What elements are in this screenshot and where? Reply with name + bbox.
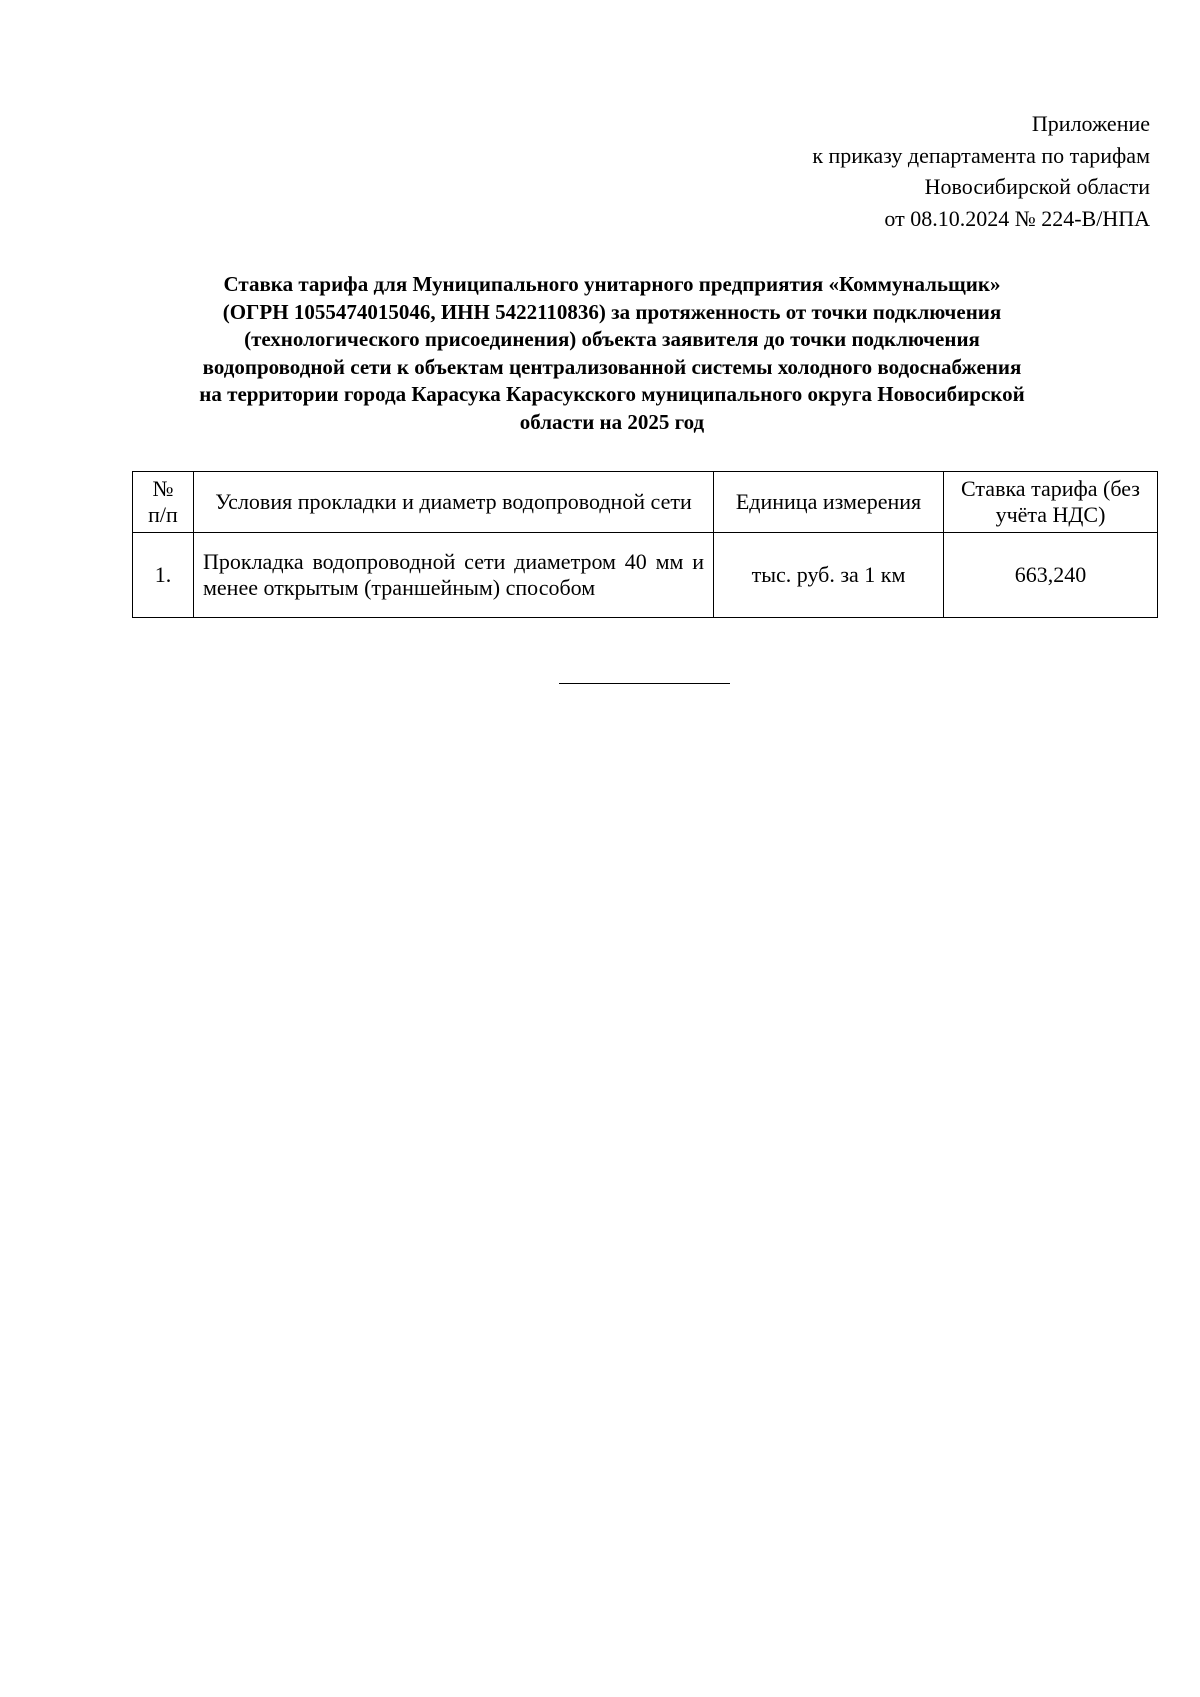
appendix-header bbox=[630, 108, 1150, 234]
title-line: на территории города Карасука Карасукского муниципального округа Новосибирской bbox=[199, 382, 1025, 406]
appendix-line: Приложение bbox=[1031, 111, 1150, 136]
appendix-line: от 08.10.2024 № 224-В/НПА bbox=[884, 205, 1150, 231]
title-line: (ОГРН 1055474015046, ИНН 5422110836) за протяженность от точки подключения bbox=[222, 299, 1002, 324]
title-line: (технологического присоединения) объекта заявителя до точки подключения bbox=[244, 327, 980, 351]
header-conditions: Условия прокладки и диаметр водопроводной сети bbox=[194, 472, 714, 533]
document-title bbox=[132, 271, 1092, 436]
table-header-row bbox=[133, 472, 1158, 533]
title-line: водопроводной сети к объектам централизованной системы холодного водоснабжения bbox=[202, 354, 1022, 379]
title-line: Ставка тарифа для Муниципального унитарного предприятия «Коммунальщик» bbox=[223, 272, 1001, 296]
cell-number: 1. bbox=[133, 533, 194, 618]
title-line: области на 2025 год bbox=[519, 409, 705, 434]
cell-rate: 663,240 bbox=[944, 533, 1158, 618]
end-divider bbox=[559, 683, 730, 684]
header-number: № п/п bbox=[133, 472, 194, 533]
header-rate: Ставка тарифа (без учёта НДС) bbox=[944, 472, 1158, 533]
cell-conditions: Прокладка водопроводной сети диаметром 40 мм и менее открытым (траншейным) способом bbox=[194, 533, 714, 618]
table-row bbox=[133, 533, 1158, 618]
cell-unit: тыс. руб. за 1 км bbox=[714, 533, 944, 618]
appendix-line: к приказу департамента по тарифам bbox=[812, 142, 1150, 168]
header-unit: Единица измерения bbox=[714, 472, 944, 533]
tariff-table bbox=[132, 471, 1158, 618]
appendix-line: Новосибирской области bbox=[924, 174, 1150, 199]
